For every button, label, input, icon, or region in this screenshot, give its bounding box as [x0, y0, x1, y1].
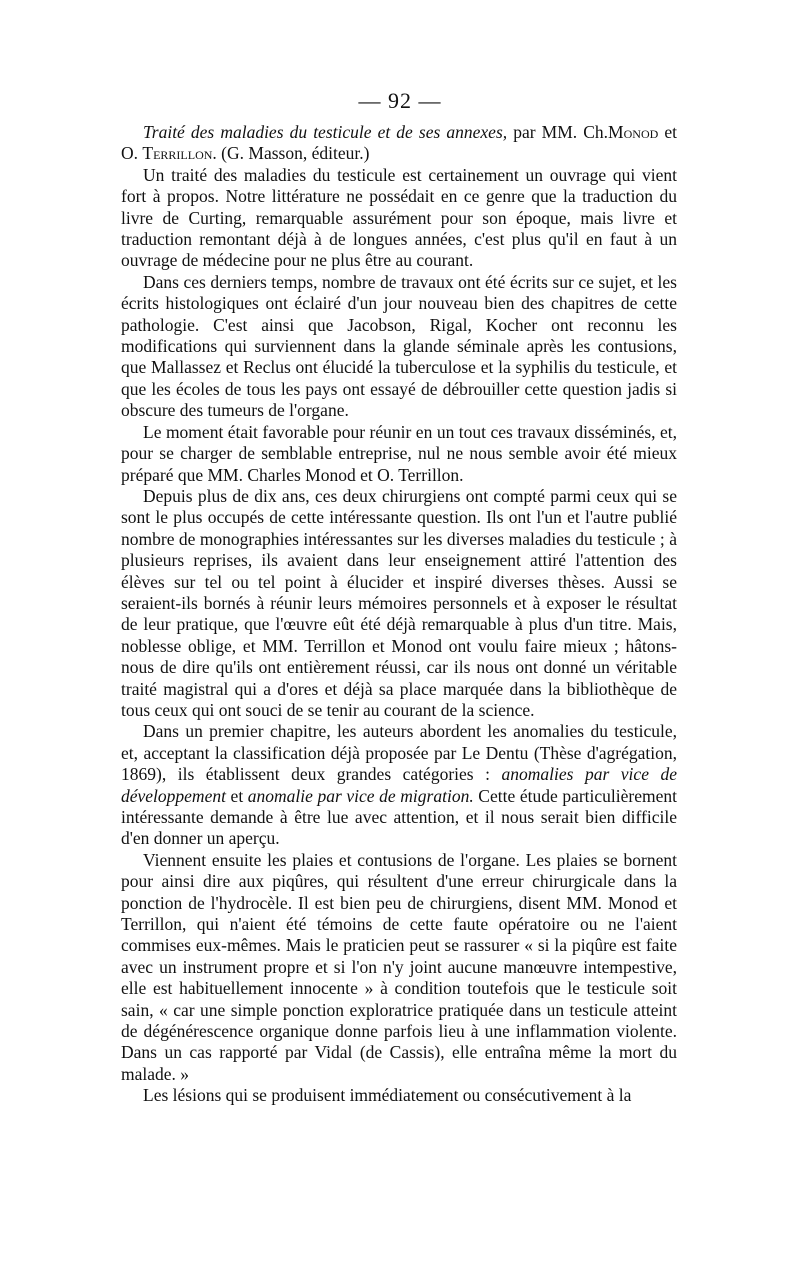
publisher: . (G. Masson, éditeur.) [212, 143, 370, 164]
book-title: Traité des maladies du testicule et de ses annexes, [143, 122, 508, 142]
paragraph-1: Un traité des maladies du testicule est certainement un ouvrage qui vient fort à propos. Notre littérature ne possédait en ce genre que la traduction du livre de Curting, remarquable assurément pour son époque, mais livre et traduction remontant déjà à de longues années, c'est plus qu'il en faut à un ouvrage de médecine pour ne plus être au courant. [121, 164, 677, 271]
paragraph-2: Dans ces derniers temps, nombre de travaux ont été écrits sur ce sujet, et les écrits histologiques ont éclairé d'un jour nouveau bien des chapitres de cette pathologie. C'est ainsi que Jacobson, Rigal, Kocher ont reconnu les modifications qui surviennent dans la glande séminale après les contusions, que Mallassez et Reclus ont élucidé la tuberculose et la syphilis du testicule, et que les écoles de tous les pays ont essayé de débrouiller cette question jadis si obscure des tumeurs de l'organe. [121, 271, 677, 421]
paragraph-5-italic-1: anomalies par vice de développement [121, 764, 677, 806]
paragraph-3: Le moment était favorable pour réunir en un tout ces travaux disséminés, et, pour se charger de semblable entreprise, nul ne nous semble avoir été mieux préparé que MM. Charles Monod et O. Terrillon. [121, 421, 677, 485]
paragraph-5-part-b: et [225, 785, 248, 806]
review-heading [121, 122, 677, 165]
paragraph-5-part-a: Dans un premier chapitre, les auteurs abordent les anomalies du testicule, et, acceptant la classification déjà proposée par Le Dentu (Thèse d'agrégation, 1869), ils établissent deux grandes catégories : [121, 721, 677, 785]
paragraph-5-italic-2: anomalie par vice de migration. [247, 785, 474, 806]
paragraph-4: Depuis plus de dix ans, ces deux chirurgiens ont compté parmi ceux qui se sont le plus occupés de cette intéressante question. Ils ont l'un et l'autre publié nombre de monographies intéressantes sur les diverses maladies du testicule ; à plusieurs reprises, ils avaient dans leur enseignement attiré l'attention des élèves sur tel ou tel point à élucider et inspiré diverses thèses. Aussi se seraient-ils bornés à réunir leurs mémoires personnels et à exposer le résultat de leur pratique, que l'œuvre eût été déjà remarquable à plus d'un titre. Mais, noblesse oblige, et MM. Terrillon et Monod ont voulu faire mieux ; hâtons-nous de dire qu'ils ont entièrement réussi, car ils nous ont donné un véritable traité magistral qui a d'ores et déjà sa place marquée dans la bibliothèque de tous ceux qui ont souci de se tenir au courant de la science. [121, 485, 677, 720]
authors-middle: et O. [121, 122, 677, 164]
author-monod: Monod [608, 122, 659, 142]
body-text [121, 122, 677, 1107]
author-terrillon: Terrillon [142, 143, 213, 164]
authors-prefix: par MM. Ch. [507, 122, 609, 142]
paragraph-5-part-c: Cette étude particulièrement intéressante demande à être lue avec attention, et il nous serait bien difficile d'en donner un aperçu. [121, 785, 677, 849]
page-number: — 92 — [358, 88, 442, 113]
paragraph-7: Les lésions qui se produisent immédiatement ou consécutivement à la [143, 1085, 632, 1106]
paragraph-6: Viennent ensuite les plaies et contusions de l'organe. Les plaies se bornent pour ainsi dire aux piqûres, qui résultent d'une erreur chirurgicale dans la ponction de l'hydrocèle. Il est bien peu de chirurgiens, disent MM. Monod et Terrillon, qui n'aient été témoins de cette faute opératoire ou ne l'aient commises eux-mêmes. Mais le praticien peut se rassurer « si la piqûre est faite avec un instrument propre et si l'on n'y joint aucune manœuvre intempestive, elle est habituellement innocente » à condition toutefois que le testicule soit sain, « car une simple ponction exploratrice pratiquée dans un testicule atteint de dégénérescence organique donne parfois lieu à une inflammation violente. Dans un cas rapporté par Vidal (de Cassis), elle entraîna même la mort du malade. » [121, 849, 677, 1084]
paragraph-5 [121, 721, 677, 849]
